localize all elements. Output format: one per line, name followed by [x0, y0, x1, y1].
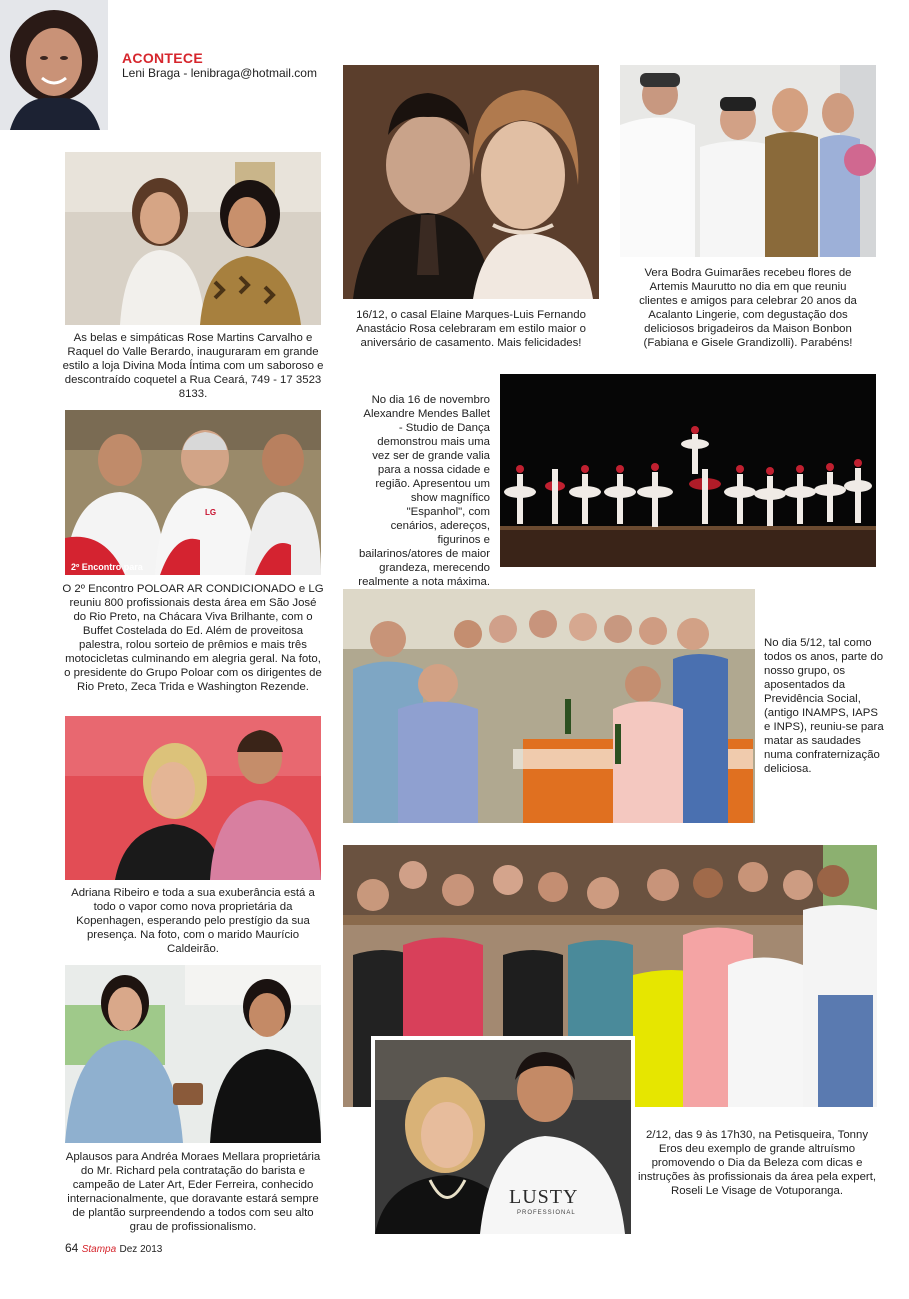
photo-vera [620, 65, 876, 257]
photo-adriana [65, 716, 321, 880]
columnist-portrait [0, 0, 108, 130]
caption-poloar: O 2º Encontro POLOAR AR CONDICIONADO e LG reuniu 800 profissionais desta área em São José do Rio Preto, na Chácara Viva Brilhante, com o Buffet Costelada do Ed. Além de proveitosa palestra, rolou sorteio de prêmios e mais três motocicletas culminando em alegria geral. Na foto, o presidente do Grupo Poloar com os dirigentes de Rio Preto, Zeca Trida e Washington Rezende. [62, 583, 324, 693]
poloar-banner-text: 2º Encontro para [71, 562, 143, 572]
photo-aposentados [343, 589, 755, 823]
section-title: ACONTECE [122, 50, 203, 66]
lusty-shirt-sub: PROFESSIONAL [517, 1210, 576, 1216]
caption-andrea: Aplausos para Andréa Moraes Mellara proprietária do Mr. Richard pela contratação do barista e campeão de Later Art, Eder Ferreira, conhecido internacionalmente, que doravante estará sempre de plantão surpreendendo a todos com seu alto grau de profissionalismo. [65, 1151, 321, 1233]
caption-casal: 16/12, o casal Elaine Marques-Luis Fernando Anastácio Rosa celebraram em estilo maior o aniversário de casamento. Mais felicidades! [356, 309, 586, 349]
page-number: 64 [65, 1241, 79, 1255]
caption-vera: Vera Bodra Guimarães recebeu flores de Artemis Maurutto no dia em que reuniu clientes e amigos para celebrar 20 anos da Acalanto Lingerie, com degustação dos deliciosos brigadeiros da Maison Bonbon (Fabiana e Gisele Grandizolli). Parabéns! [639, 267, 857, 349]
photo-poloar [65, 410, 321, 575]
caption-dia-da-beleza: 2/12, das 9 às 17h30, na Petisqueira, Tonny Eros deu exemplo de grande altruísmo promovendo o Dia da Beleza com dicas e instruções às profissionais da área pela expert, Roseli Le Visage de Votuporanga. [637, 1129, 877, 1197]
page-folio [65, 1241, 162, 1255]
photo-andrea [65, 965, 321, 1143]
caption-ballet: No dia 16 de novembro Alexandre Mendes Ballet - Studio de Dança demonstrou mais uma vez ser de grande valia para a nossa cidade e região. Apresentou um show magnífico "Espanhol", com cenários, adereços, figurinos e bailarinos/atores de maior grandeza, merecendo realmente a nota máxima. [358, 394, 490, 588]
lg-logo-text: LG [205, 508, 217, 517]
byline: Leni Braga - lenibraga@hotmail.com [122, 66, 317, 80]
caption-adriana: Adriana Ribeiro e toda a sua exuberância está a todo o vapor como nova proprietária da Kopenhagen, esperando pelo prestígio da sua presença. Na foto, com o marido Maurício Caldeirão. [71, 887, 315, 955]
photo-divina-moda [65, 152, 321, 325]
photo-ballet [500, 374, 876, 567]
caption-divina-moda: As belas e simpáticas Rose Martins Carvalho e Raquel do Valle Berardo, inauguraram em grande estilo a loja Divina Moda Íntima com um saboroso e descontraído coquetel a Rua Ceará, 749 - 17 3523 8133. [62, 332, 324, 400]
photo-casal [343, 65, 599, 299]
issue-date: Dez 2013 [119, 1244, 163, 1255]
lusty-shirt-logo: LUSTY [509, 1186, 579, 1208]
photo-tonny-roseli [371, 1036, 635, 1238]
caption-aposentados: No dia 5/12, tal como todos os anos, parte do nosso grupo, os aposentados da Previdência Social, (antigo INAMPS, IAPS e INPS), reuniu-se para matar as saudades numa confraternização deliciosa. [764, 637, 884, 775]
magazine-brand: Stampa [81, 1244, 117, 1255]
